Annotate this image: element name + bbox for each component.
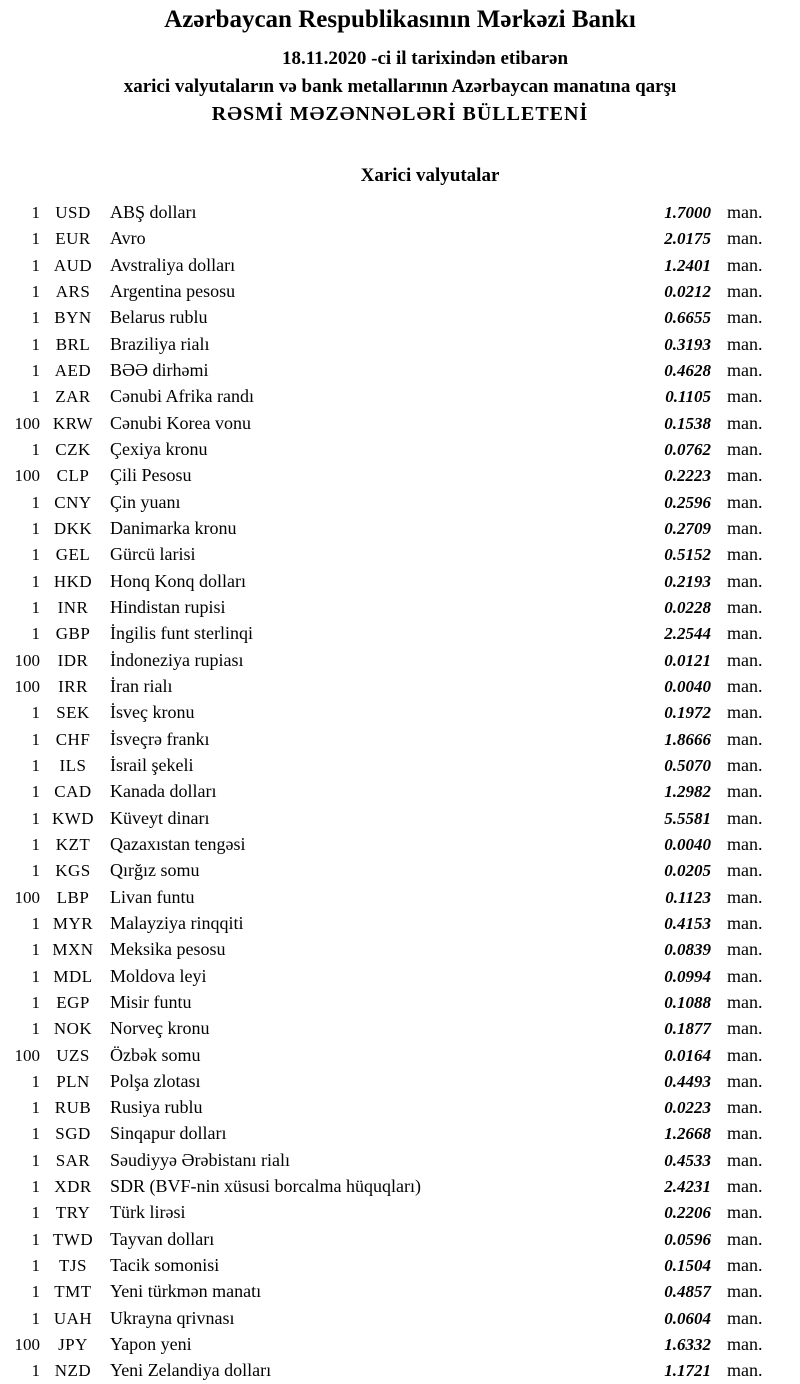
rate-value: 0.0839 [664, 940, 711, 960]
quantity: 1 [31, 1256, 40, 1276]
rate-value: 5.5581 [664, 808, 711, 828]
currency-name: Norveç kronu [110, 1018, 210, 1039]
currency-name: Yeni Zelandiya dolları [110, 1360, 272, 1381]
currency-name: Hindistan rupisi [110, 596, 226, 617]
currency-code: KGS [55, 861, 91, 881]
currency-name: Çili Pesosu [110, 465, 192, 486]
rate-value: 1.2401 [664, 255, 711, 275]
quantity: 100 [14, 413, 40, 433]
quantity: 1 [31, 334, 40, 354]
unit-label: man. [727, 280, 763, 301]
currency-name: Tayvan dolları [110, 1228, 215, 1249]
currency-code: CHF [55, 729, 91, 749]
rate-row [0, 278, 800, 304]
currency-name: Meksika pesosu [110, 939, 226, 960]
rate-value: 0.2596 [664, 492, 711, 512]
currency-code: ILS [59, 755, 87, 775]
rate-value: 0.1538 [664, 413, 711, 433]
unit-label: man. [727, 1123, 763, 1144]
rate-value: 0.1123 [665, 887, 711, 907]
rate-value: 0.0762 [664, 439, 711, 459]
rate-value: 0.0994 [664, 966, 711, 986]
currency-name: Küveyt dinarı [110, 807, 210, 828]
unit-label: man. [727, 570, 763, 591]
rate-row [0, 1252, 800, 1278]
rate-value: 0.4533 [664, 1150, 711, 1170]
quantity: 1 [31, 1124, 40, 1144]
currency-name: İsveç kronu [110, 702, 195, 723]
currency-name: İndoneziya rupiası [110, 649, 244, 670]
rate-row [0, 805, 800, 831]
unit-label: man. [727, 1360, 763, 1381]
currency-code: TMT [54, 1282, 92, 1302]
quantity: 1 [31, 624, 40, 644]
currency-code: MXN [52, 940, 94, 960]
unit-label: man. [727, 965, 763, 986]
currency-code: IRR [58, 676, 88, 696]
quantity: 1 [31, 1308, 40, 1328]
rate-value: 0.0121 [664, 650, 711, 670]
quantity: 1 [31, 703, 40, 723]
rate-value: 0.2206 [664, 1203, 711, 1223]
currency-code: HKD [53, 571, 93, 591]
currency-name: Belarus rublu [110, 307, 208, 328]
currency-name: Braziliya rialı [110, 333, 210, 354]
unit-label: man. [727, 465, 763, 486]
currency-code: TRY [55, 1203, 91, 1223]
unit-label: man. [727, 860, 763, 881]
rate-row [0, 699, 800, 725]
unit-label: man. [727, 675, 763, 696]
unit-label: man. [727, 491, 763, 512]
rate-value: 0.1972 [664, 703, 711, 723]
currency-name: Səudiyyə Ərəbistanı rialı [110, 1149, 290, 1170]
rate-value: 1.7000 [664, 203, 711, 222]
rate-row [0, 436, 800, 462]
currency-name: Gürcü larisi [110, 544, 196, 565]
currency-code: KRW [52, 413, 94, 433]
quantity: 1 [31, 940, 40, 960]
rate-value: 0.0164 [664, 1045, 711, 1065]
rate-value: 0.6655 [664, 308, 711, 328]
currency-name: Livan funtu [110, 886, 195, 907]
rate-row [0, 963, 800, 989]
currency-code: TJS [59, 1256, 87, 1276]
currency-code: SGD [55, 1124, 91, 1144]
unit-label: man. [727, 1202, 763, 1223]
rates-table [0, 199, 800, 1384]
currency-name: Özbək somu [110, 1044, 201, 1065]
rate-value: 0.5152 [664, 545, 711, 565]
currency-name: Avro [110, 228, 146, 249]
rate-value: 0.0604 [664, 1308, 711, 1328]
quantity: 1 [31, 913, 40, 933]
quantity: 100 [14, 676, 40, 696]
quantity: 100 [14, 466, 40, 486]
rate-row [0, 462, 800, 488]
quantity: 100 [14, 887, 40, 907]
rate-value: 0.5070 [664, 755, 711, 775]
bulletin-title: RƏSMİ MƏZƏNNƏLƏRİ BÜLLETENİ [211, 103, 589, 125]
currency-code: LBP [56, 887, 90, 907]
unit-label: man. [727, 912, 763, 933]
rate-row [0, 1173, 800, 1199]
quantity: 1 [31, 387, 40, 407]
currency-code: UAH [53, 1308, 93, 1328]
currency-name: İsrail şekeli [110, 754, 194, 775]
currency-name: Yapon yeni [110, 1334, 192, 1355]
currency-name: SDR (BVF-nin xüsusi borcalma hüquqları) [110, 1176, 421, 1197]
currency-code: CNY [54, 492, 92, 512]
unit-label: man. [727, 386, 763, 407]
rate-row [0, 252, 800, 278]
unit-label: man. [727, 781, 763, 802]
quantity: 1 [31, 545, 40, 565]
currency-name: Argentina pesosu [110, 280, 236, 301]
currency-code: ZAR [55, 387, 91, 407]
rate-row [0, 568, 800, 594]
rate-value: 1.2668 [664, 1124, 711, 1144]
unit-label: man. [727, 1307, 763, 1328]
unit-label: man. [727, 1334, 763, 1355]
rate-value: 0.0228 [664, 597, 711, 617]
rate-value: 0.1088 [664, 992, 711, 1012]
quantity: 1 [31, 281, 40, 301]
rate-row [0, 857, 800, 883]
quantity: 1 [31, 1177, 40, 1197]
currency-name: Qazaxıstan tengəsi [110, 833, 246, 854]
currency-code: GBP [55, 624, 91, 644]
unit-label: man. [727, 596, 763, 617]
currency-code: KWD [51, 808, 95, 828]
quantity: 100 [14, 650, 40, 670]
rate-row [0, 1199, 800, 1225]
unit-label: man. [727, 1255, 763, 1276]
quantity: 100 [14, 1045, 40, 1065]
currency-code: AUD [53, 255, 93, 275]
unit-label: man. [727, 833, 763, 854]
currency-code: NZD [54, 1361, 92, 1381]
currency-name: İngilis funt sterlinqi [110, 623, 253, 644]
rate-row [0, 936, 800, 962]
rate-row [0, 673, 800, 699]
rate-row [0, 199, 800, 225]
currency-name: Ukrayna qrivnası [110, 1307, 235, 1328]
currency-name: İsveçrə frankı [110, 728, 210, 749]
currency-name: Qırğız somu [110, 860, 200, 881]
currency-code: INR [57, 597, 89, 617]
rate-row [0, 778, 800, 804]
currency-name: Cənubi Korea vonu [110, 412, 251, 433]
rate-row [0, 1094, 800, 1120]
currency-code: CAD [54, 782, 92, 802]
currency-code: GEL [55, 545, 91, 565]
unit-label: man. [727, 202, 763, 222]
currency-name: Avstraliya dolları [110, 254, 236, 275]
rate-row [0, 383, 800, 409]
rate-row [0, 225, 800, 251]
unit-label: man. [727, 728, 763, 749]
rate-value: 0.0205 [664, 861, 711, 881]
unit-label: man. [727, 1070, 763, 1091]
rate-row [0, 620, 800, 646]
currency-code: EGP [56, 992, 90, 1012]
rate-row [0, 1226, 800, 1252]
quantity: 1 [31, 1019, 40, 1039]
unit-label: man. [727, 438, 763, 459]
quantity: 1 [31, 966, 40, 986]
unit-label: man. [727, 1097, 763, 1118]
rate-row [0, 831, 800, 857]
currency-name: Sinqapur dolları [110, 1123, 227, 1144]
rate-row [0, 410, 800, 436]
currency-code: MDL [53, 966, 93, 986]
rate-value: 0.0040 [664, 676, 711, 696]
unit-label: man. [727, 254, 763, 275]
quantity: 1 [31, 308, 40, 328]
rate-row [0, 726, 800, 752]
rate-row [0, 304, 800, 330]
unit-label: man. [727, 517, 763, 538]
currency-name: ABŞ dolları [110, 202, 197, 222]
rate-row [0, 752, 800, 778]
currency-code: DKK [53, 518, 93, 538]
rate-value: 1.2982 [664, 782, 711, 802]
unit-label: man. [727, 1228, 763, 1249]
rate-row [0, 884, 800, 910]
quantity: 1 [31, 203, 40, 222]
quantity: 1 [31, 729, 40, 749]
currency-name: Cənubi Afrika randı [110, 386, 254, 407]
unit-label: man. [727, 807, 763, 828]
currency-code: SAR [55, 1150, 91, 1170]
rate-row [0, 357, 800, 383]
quantity: 1 [31, 492, 40, 512]
currency-code: UZS [56, 1045, 90, 1065]
rate-value: 1.1721 [664, 1361, 711, 1381]
quantity: 1 [31, 1282, 40, 1302]
quantity: 1 [31, 360, 40, 380]
rate-value: 0.2223 [664, 466, 711, 486]
currency-code: JPY [58, 1335, 88, 1355]
rate-value: 0.1105 [665, 387, 711, 407]
quantity: 1 [31, 571, 40, 591]
unit-label: man. [727, 1176, 763, 1197]
unit-label: man. [727, 1018, 763, 1039]
currency-code: BRL [55, 334, 91, 354]
currency-code: CLP [56, 466, 90, 486]
rate-value: 0.0040 [664, 834, 711, 854]
currency-code: AED [54, 360, 92, 380]
rate-row [0, 1120, 800, 1146]
currency-code: TWD [52, 1229, 94, 1249]
currency-name: Tacik somonisi [110, 1255, 220, 1276]
rate-value: 0.0596 [664, 1229, 711, 1249]
currency-code: IDR [57, 650, 89, 670]
effective-date-line: 18.11.2020 -ci il tarixindən etibarən [281, 48, 569, 69]
rate-row [0, 647, 800, 673]
currency-code: KZT [55, 834, 91, 854]
currency-code: PLN [56, 1071, 90, 1091]
quantity: 1 [31, 1098, 40, 1118]
unit-label: man. [727, 412, 763, 433]
rate-value: 0.2193 [664, 571, 711, 591]
rate-value: 2.0175 [664, 229, 711, 249]
quantity: 1 [31, 1361, 40, 1381]
rate-row [0, 1357, 800, 1383]
currency-code: BYN [54, 308, 92, 328]
quantity: 1 [31, 597, 40, 617]
rate-value: 1.8666 [664, 729, 711, 749]
unit-label: man. [727, 1281, 763, 1302]
unit-label: man. [727, 623, 763, 644]
currency-name: İran rialı [110, 675, 173, 696]
unit-label: man. [727, 702, 763, 723]
quantity: 1 [31, 992, 40, 1012]
currency-code: SEK [56, 703, 90, 723]
quantity: 1 [31, 1150, 40, 1170]
rate-value: 1.6332 [664, 1335, 711, 1355]
rate-value: 0.4628 [664, 360, 711, 380]
rate-row [0, 541, 800, 567]
rate-value: 0.3193 [664, 334, 711, 354]
rate-value: 0.0212 [664, 281, 711, 301]
quantity: 1 [31, 1071, 40, 1091]
rate-row [0, 331, 800, 357]
currency-code: CZK [55, 439, 91, 459]
rate-value: 0.4493 [664, 1071, 711, 1091]
rate-row [0, 594, 800, 620]
unit-label: man. [727, 359, 763, 380]
rate-value: 2.4231 [664, 1177, 711, 1197]
currency-name: Kanada dolları [110, 781, 217, 802]
unit-label: man. [727, 228, 763, 249]
currency-code: EUR [55, 229, 91, 249]
unit-label: man. [727, 649, 763, 670]
quantity: 1 [31, 782, 40, 802]
unit-label: man. [727, 886, 763, 907]
rate-value: 0.1504 [664, 1256, 711, 1276]
unit-label: man. [727, 1044, 763, 1065]
currency-code: MYR [52, 913, 94, 933]
quantity: 1 [31, 439, 40, 459]
rate-value: 0.1877 [664, 1019, 711, 1039]
currency-name: Çin yuanı [110, 491, 181, 512]
currency-name: Malayziya rinqqiti [110, 912, 244, 933]
currency-name: Danimarka kronu [110, 517, 237, 538]
rate-value: 2.2544 [664, 624, 711, 644]
rate-row [0, 1068, 800, 1094]
rate-row [0, 989, 800, 1015]
currency-name: Çexiya kronu [110, 438, 208, 459]
bulletin-subtitle: xarici valyutaların və bank metallarının Azərbaycan manatına qarşı [123, 76, 677, 97]
rate-row [0, 1305, 800, 1331]
currency-code: USD [55, 203, 91, 222]
quantity: 1 [31, 755, 40, 775]
section-title-foreign-currencies: Xarici valyutalar [360, 165, 500, 186]
quantity: 100 [14, 1335, 40, 1355]
rate-row [0, 1278, 800, 1304]
currency-name: Honq Konq dolları [110, 570, 246, 591]
rate-row [0, 1147, 800, 1173]
quantity: 1 [31, 229, 40, 249]
rate-row [0, 489, 800, 515]
unit-label: man. [727, 991, 763, 1012]
unit-label: man. [727, 1149, 763, 1170]
quantity: 1 [31, 1203, 40, 1223]
currency-name: Moldova leyi [110, 965, 207, 986]
rate-value: 0.4857 [664, 1282, 711, 1302]
unit-label: man. [727, 544, 763, 565]
currency-name: Rusiya rublu [110, 1097, 203, 1118]
rate-row [0, 1015, 800, 1041]
currency-code: NOK [53, 1019, 93, 1039]
quantity: 1 [31, 518, 40, 538]
unit-label: man. [727, 333, 763, 354]
currency-name: BƏƏ dirhəmi [110, 359, 209, 380]
unit-label: man. [727, 307, 763, 328]
quantity: 1 [31, 255, 40, 275]
unit-label: man. [727, 939, 763, 960]
currency-name: Yeni türkmən manatı [110, 1281, 262, 1302]
currency-code: XDR [54, 1177, 92, 1197]
rate-row [0, 1331, 800, 1357]
rate-row [0, 910, 800, 936]
quantity: 1 [31, 1229, 40, 1249]
currency-code: ARS [55, 281, 91, 301]
unit-label: man. [727, 754, 763, 775]
quantity: 1 [31, 834, 40, 854]
currency-code: RUB [54, 1098, 92, 1118]
currency-name: Polşa zlotası [110, 1070, 201, 1091]
quantity: 1 [31, 808, 40, 828]
rate-value: 0.2709 [664, 518, 711, 538]
quantity: 1 [31, 861, 40, 881]
rate-value: 0.4153 [664, 913, 711, 933]
currency-name: Türk lirəsi [110, 1202, 186, 1223]
rate-row [0, 1042, 800, 1068]
bank-title: Azərbaycan Respublikasının Mərkəzi Bankı [164, 6, 636, 33]
rate-row [0, 515, 800, 541]
currency-name: Misir funtu [110, 991, 192, 1012]
rate-value: 0.0223 [664, 1098, 711, 1118]
